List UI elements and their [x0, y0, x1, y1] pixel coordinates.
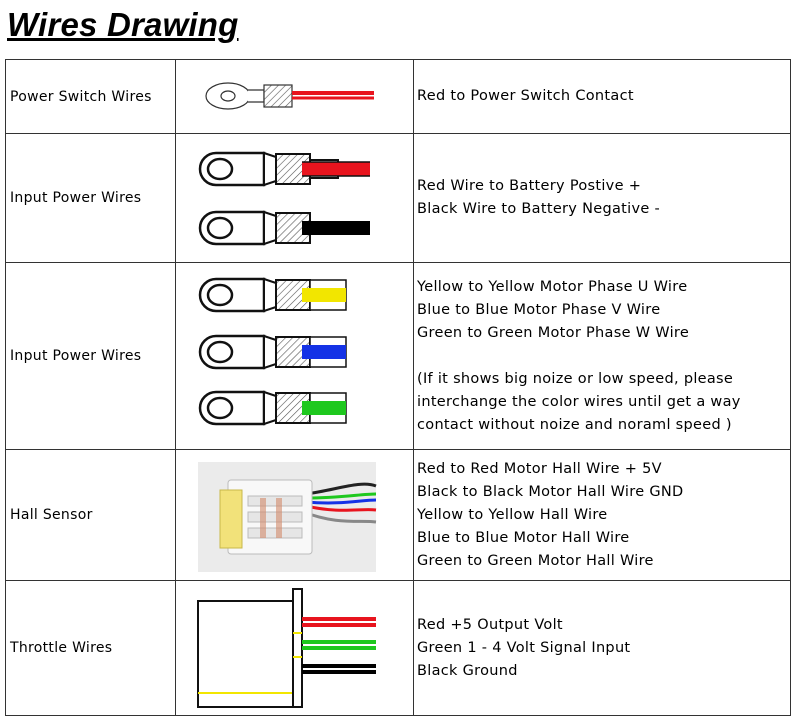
description-line: Black to Black Motor Hall Wire GND: [417, 483, 684, 500]
description-line: Red to Red Motor Hall Wire + 5V: [417, 460, 662, 477]
power-switch-terminal-icon: [176, 60, 414, 134]
note-line: interchange the color wires until get a way: [417, 393, 741, 410]
page-title: Wires Drawing: [7, 6, 239, 43]
motor-phase-terminal-icon: [176, 263, 414, 450]
table-row: [6, 263, 791, 450]
row-label: Power Switch Wires: [6, 60, 176, 134]
description-line: Black Wire to Battery Negative -: [417, 201, 661, 217]
row-description: [414, 263, 791, 450]
description-line: Red +5 Output Volt: [417, 616, 563, 633]
description-line: Blue to Blue Motor Hall Wire: [417, 529, 630, 546]
description-line: Yellow to Yellow Motor Phase U Wire: [417, 278, 688, 295]
note-line: (If it shows big noize or low speed, please: [417, 370, 734, 387]
ring-terminal-black: [200, 212, 370, 244]
table-row: [6, 134, 791, 263]
battery-terminal-icon: [176, 134, 414, 263]
ring-terminal-blue: [200, 336, 346, 368]
description-line: Green to Green Motor Hall Wire: [417, 552, 654, 569]
table-row: [6, 581, 791, 716]
description-line: Red Wire to Battery Postive +: [417, 178, 642, 194]
description-line: Green to Green Motor Phase W Wire: [417, 324, 690, 341]
row-description: [414, 450, 791, 581]
ring-terminal-yellow: [200, 279, 346, 311]
wires-table: [5, 59, 791, 716]
hall-sensor-connector-image: [176, 450, 414, 581]
throttle-connector-icon: [176, 581, 414, 716]
ring-terminal-red: [200, 153, 370, 185]
description-line: Black Ground: [417, 662, 518, 679]
description-line: Red to Power Switch Contact: [417, 88, 634, 104]
row-description: [414, 134, 791, 263]
row-label: Throttle Wires: [6, 581, 176, 716]
row-label: Hall Sensor: [6, 450, 176, 581]
row-label: Input Power Wires: [6, 134, 176, 263]
table-row: [6, 450, 791, 581]
table-row: [6, 60, 791, 134]
note-line: contact without noize and noraml speed ): [417, 416, 732, 433]
description-line: Green 1 - 4 Volt Signal Input: [417, 639, 631, 656]
row-description: [414, 60, 791, 134]
description-line: Blue to Blue Motor Phase V Wire: [417, 301, 661, 318]
row-description: [414, 581, 791, 716]
ring-terminal-green: [200, 392, 346, 424]
row-label: Input Power Wires: [6, 263, 176, 450]
description-line: Yellow to Yellow Hall Wire: [417, 506, 608, 523]
